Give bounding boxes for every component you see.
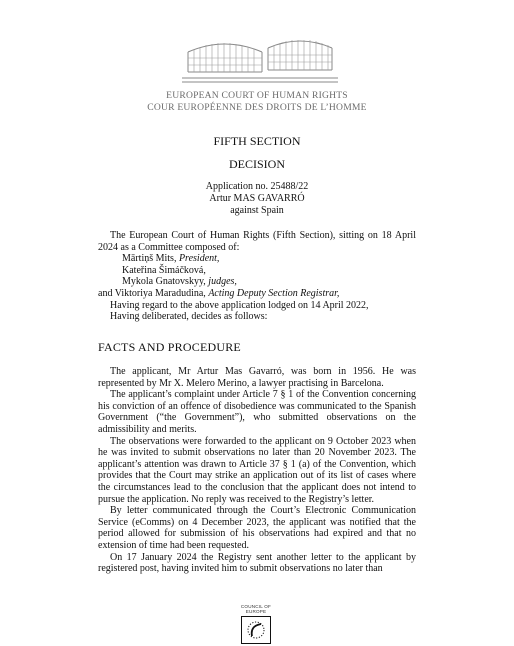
judge-3-name: Mykola Gnatovskyy, [122,276,206,288]
having-regard: Having regard to the above application lodged on 14 April 2022, [110,299,369,311]
facts-heading: FACTS AND PROCEDURE [98,340,241,354]
intro-paragraph: The European Court of Human Rights (Fifth Section), sitting on 18 April 2024 as a Committee composed of: [98,230,416,253]
decision-title: DECISION [229,157,285,171]
judge-3-role: judges, [208,276,237,288]
facts-body [98,366,416,575]
court-name-en: EUROPEAN COURT OF HUMAN RIGHTS [166,90,348,101]
coe-label: COUNCIL OF EUROPE [240,604,272,614]
judge-1 [98,253,416,265]
judge-3 [98,276,416,288]
council-of-europe-logo [230,604,282,644]
coe-emblem-icon [241,616,271,644]
judge-1-role: President, [178,253,220,265]
facts-paragraph-4: By letter communicated through the Court’s Electronic Communication Service (eComms) on 4 December 2023, the applicant was notified that the period allowed for submission of his observations had expired and that no extension of time had been requested. [98,505,416,551]
registrar-role: Acting Deputy Section Registrar, [208,287,340,299]
application-number: Application no. 25488/22 [205,181,309,192]
having-deliberated: Having deliberated, decides as follows: [110,311,268,323]
facts-paragraph-5: On 17 January 2024 the Registry sent another letter to the applicant by registered post, having invited him to submit observations no later than [98,551,416,575]
judge-1-name: Mārtiņš Mits, [122,253,177,265]
facts-paragraph-3: The observations were forwarded to the applicant on 9 October 2023 when he was invited to submit observations no later than 20 November 2023. The applicant’s attention was drawn to Article 37 § 1 (a) of the Convention, which provides that the Court may strike an application out of its list of cases where the circumstances lead to the conclusion that the applicant does not intend to pursue the application. No reply was received to the Registry’s letter. [98,435,416,505]
registrar-line [98,288,416,300]
applicant-name: Artur MAS GAVARRÓ [209,193,305,204]
court-building-logo [180,30,340,88]
section-title: FIFTH SECTION [213,134,301,148]
court-name-fr: COUR EUROPÉENNE DES DROITS DE L’HOMME [147,102,367,113]
registrar-name: and Viktoriya Maradudina, [98,287,206,299]
facts-paragraph-1: The applicant, Mr Artur Mas Gavarró, was born in 1956. He was represented by Mr X. Melero Merino, a lawyer practising in Barcelona. [98,366,416,389]
respondent-state: against Spain [230,205,284,216]
facts-paragraph-2: The applicant’s complaint under Article 7 § 1 of the Convention concerning his conviction of an offence of disobedience was communicated to the Spanish Government (“the Government”), who submitted observations on the admissibility and merits. [98,389,416,435]
intro-block [98,230,416,323]
judge-2: Kateřina Šimáčková, [122,264,206,276]
application-block [0,181,514,217]
